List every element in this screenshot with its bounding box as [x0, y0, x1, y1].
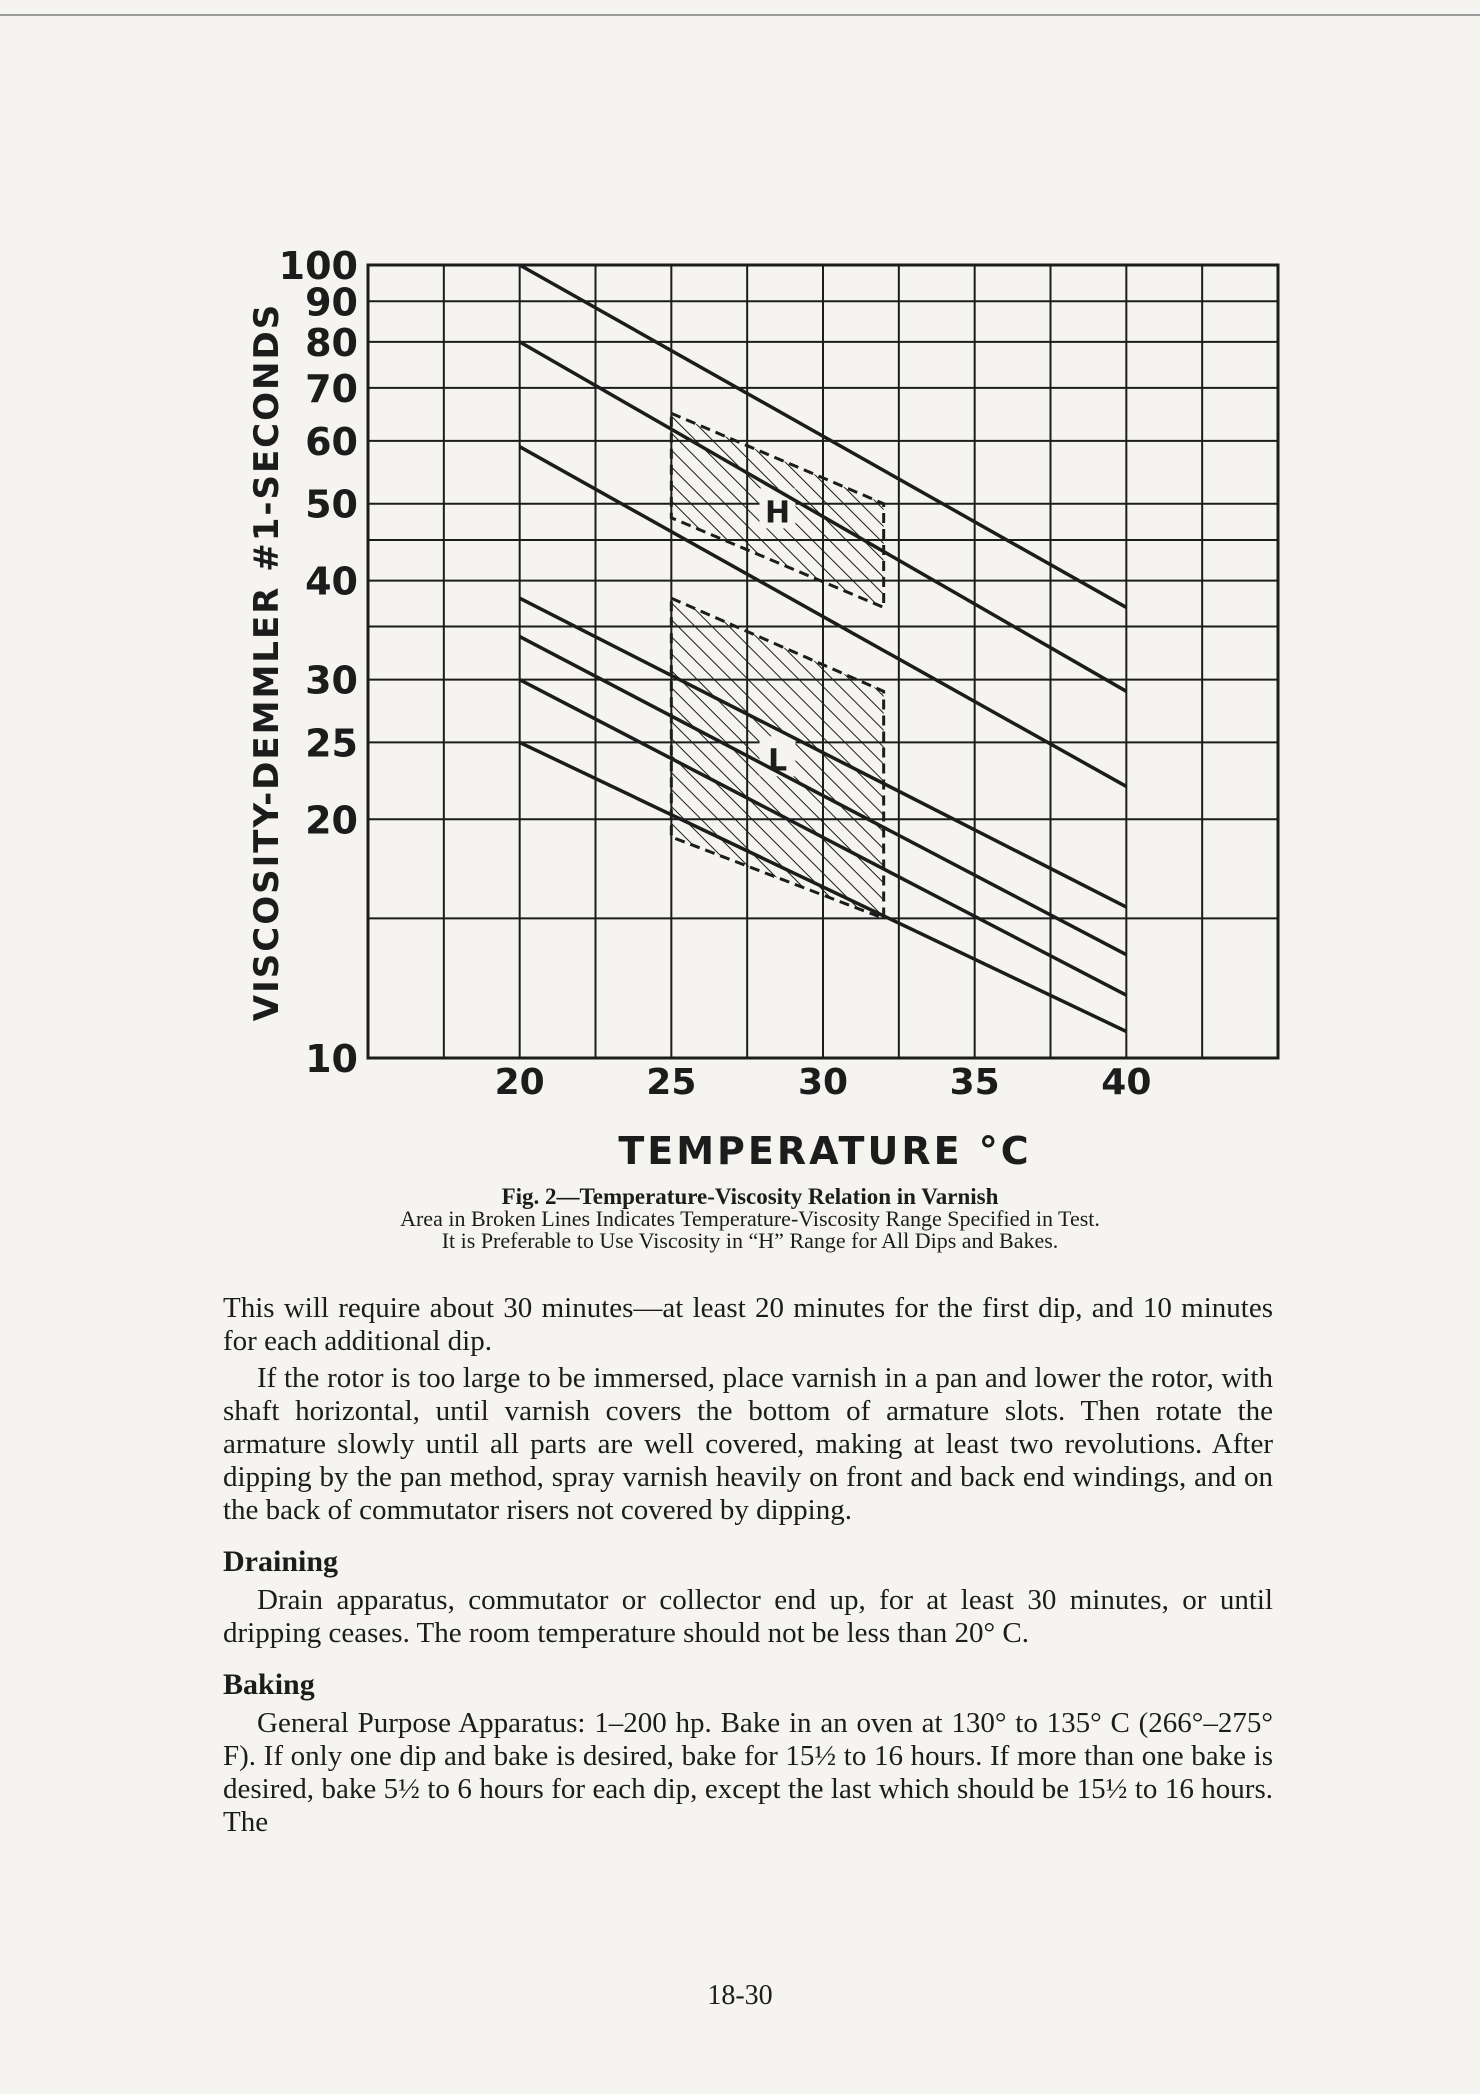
y-tick-label: 70	[305, 366, 358, 411]
x-tick-label: 35	[949, 1062, 1000, 1103]
caption-line-2: It is Preferable to Use Viscosity in “H” Range for All Dips and Bakes.	[441, 1228, 1059, 1253]
paragraph-2: If the rotor is too large to be immersed, place varnish in a pan and lower the rotor, with shaft horizontal, until varnish covers the bottom of armature slots. Then rotate the armature slowly until all parts are well covered, making at least two revolutions. After dipping by the pan method, spray varnish heavily on front and back end windings, and on the back of commutator risers not covered by dipping.	[223, 1362, 1273, 1526]
y-tick-label: 90	[305, 280, 358, 325]
x-tick-label: 40	[1101, 1062, 1152, 1103]
caption-title: Fig. 2—Temperature-Viscosity Relation in Varnish	[501, 1184, 999, 1209]
y-tick-label: 10	[305, 1037, 358, 1081]
x-tick-label: 20	[494, 1062, 545, 1103]
chart-grid	[368, 265, 1278, 1058]
y-tick-label: 20	[305, 798, 358, 843]
heading-baking: Baking	[223, 1668, 315, 1701]
y-tick-label: 80	[305, 320, 358, 365]
region-label-h: H	[764, 495, 791, 531]
y-tick-label: 30	[305, 658, 358, 703]
page-number: 18-30	[707, 1980, 773, 2011]
body-text	[223, 1292, 1273, 1843]
region-label-l: L	[767, 743, 788, 779]
x-tick-label: 25	[646, 1062, 697, 1103]
figure-caption	[220, 1186, 1280, 1252]
paragraph-4: General Purpose Apparatus: 1–200 hp. Bake in an oven at 130° to 135° C (266°–275° F). If only one dip and bake is desired, bake for 15½ to 16 hours. If more than one bake is desired, bake 5½ to 6 hours for each dip, except the last which should be 15½ to 16 hours. The	[223, 1707, 1273, 1838]
paragraph-3: Drain apparatus, commutator or collector end up, for at least 30 minutes, or until dripping ceases. The room temperature should not be less than 20° C.	[223, 1584, 1273, 1649]
heading-draining: Draining	[223, 1545, 339, 1578]
y-tick-label: 40	[305, 559, 358, 604]
y-tick-label: 25	[305, 721, 358, 766]
y-tick-label: 100	[278, 244, 358, 288]
paragraph-1: This will require about 30 minutes—at least 20 minutes for the first dip, and 10 minutes for each additional dip.	[223, 1292, 1273, 1357]
caption-line-1: Area in Broken Lines Indicates Temperature-Viscosity Range Specified in Test.	[400, 1206, 1100, 1231]
y-tick-label: 60	[305, 419, 358, 464]
y-axis-label: VISCOSITY-DEMMLER #1-SECONDS	[247, 302, 287, 1022]
x-tick-label: 30	[797, 1062, 849, 1103]
y-tick-label: 50	[305, 482, 358, 527]
x-axis-label: TEMPERATURE °C	[618, 1129, 1032, 1170]
x-tick-labels	[495, 1062, 1152, 1103]
y-tick-labels	[279, 244, 358, 1081]
